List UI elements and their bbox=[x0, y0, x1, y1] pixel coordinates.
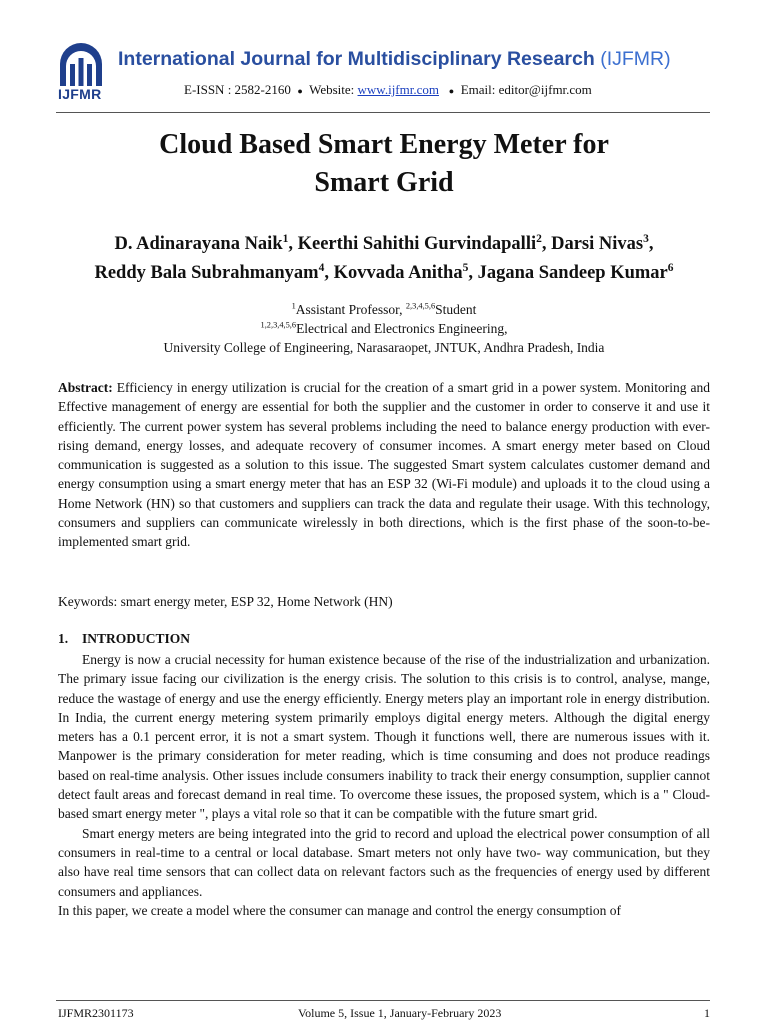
paragraph: In this paper, we create a model where the consumer can manage and control the energy consumption of bbox=[58, 902, 621, 918]
author-sup: 1 bbox=[282, 232, 289, 245]
author-sup: 4 bbox=[318, 261, 325, 274]
website-label: Website: bbox=[309, 82, 355, 97]
abstract-label: Abstract: bbox=[58, 380, 113, 395]
author-name: Kovvada Anitha bbox=[333, 263, 463, 283]
bullet-icon: ● bbox=[448, 86, 455, 96]
abstract bbox=[58, 378, 710, 552]
section-title: INTRODUCTION bbox=[82, 631, 191, 646]
journal-logo bbox=[56, 40, 106, 104]
author-line-1: D. Adinarayana Naik$^1$, Keerthi Sahithi Gurvindapalli$^2$, Darsi Nivas$^3$, bbox=[114, 232, 654, 254]
journal-title bbox=[118, 48, 718, 71]
affil-role: Assistant Professor, bbox=[295, 302, 406, 317]
author-sup: 3 bbox=[643, 232, 649, 245]
footer-paper-id: IJFMR2301173 bbox=[58, 1006, 134, 1020]
affiliation-roles bbox=[60, 300, 708, 319]
paragraph: Energy is now a crucial necessity for human existence because of the rise of the industrialization and urbanization. The primary issue facing our civilization is the energy crisis. The solution to this crisis is to control, analyse, mange, reduce the wastage of energy and use the energy efficiently. Energy meters play an important role in energy distribution. In India, the current energy metering system primarily employs digital energy meters. Although the digital energy meters has a 0.1 percent error, it is not a smart system. Though it functions well, there are numerous issues with it. Manpower is the primary consideration for meter reading, which is time consuming and does not produce readings based on real-time analysis. Other issues include consumers inability to track their energy consumption, supplier cannot detect fault areas and forecast demand in real time. To overcome these issues, the proposed system, which is a " Cloud- based smart energy meter ", plays a vital role so that it can be compatible with the future smart grid. bbox=[58, 652, 710, 822]
logo-text: IJFMR bbox=[58, 86, 102, 102]
journal-header bbox=[56, 36, 712, 110]
section-heading bbox=[58, 629, 710, 648]
journal-meta bbox=[184, 82, 592, 98]
author-sup: 2 bbox=[536, 232, 542, 245]
affiliation-university: University College of Engineering, Narasaraopet, JNTUK, Andhra Pradesh, India bbox=[163, 340, 605, 355]
journal-name: International Journal for Multidisciplinary Research bbox=[118, 48, 595, 70]
section-number: 1. bbox=[58, 631, 69, 646]
keywords: Keywords: smart energy meter, ESP 32, Home Network (HN) bbox=[58, 594, 393, 609]
affil-sup: 1,2,3,4,5,6 bbox=[260, 320, 297, 330]
footer-volume: Volume 5, Issue 1, January-February 2023 bbox=[298, 1006, 502, 1020]
bullet-icon: ● bbox=[297, 86, 303, 96]
abstract-text: Efficiency in energy utilization is crucial for the creation of a smart grid in a power system. Monitoring and Effective management of energy are essential for both the supplier and the customer in order to conserve it and use it efficiently. The current power system has several problems including the need to balance energy production with ever-rising demand, energy losses, and adequate recovery of consumer incomes. A smart energy meter based on Cloud communication is suggested as a solution to this issue. The suggested Smart system calculates customer demand and energy consumption using a smart energy meter that has an ESP 32 (Wi-Fi module) and uploads it to the cloud using a Home Network (HN) so that customers and suppliers can track the data and regulate their usage. With this technology, consumers and suppliers can communicate wirelessly in both directions, which is the first phase of the soon-to-be-implemented smart grid. bbox=[58, 380, 710, 550]
author-list bbox=[44, 230, 724, 288]
author-name: D. Adinarayana Naik bbox=[114, 234, 283, 254]
header-divider bbox=[56, 112, 710, 113]
website-link[interactable]: www.ijfmr.com bbox=[357, 82, 439, 97]
author-sup: 6 bbox=[667, 261, 674, 274]
eissn: E-ISSN : 2582-2160 bbox=[184, 82, 291, 97]
footer-divider bbox=[56, 1000, 710, 1001]
paper-title bbox=[60, 126, 708, 202]
affil-sup: 1 bbox=[291, 301, 296, 311]
journal-abbreviation: (IJFMR) bbox=[600, 48, 671, 70]
logo-emblem-icon bbox=[56, 40, 106, 88]
affil-sup: 2,3,4,5,6 bbox=[405, 301, 436, 311]
author-line-2: Reddy Bala Subrahmanyam$^4$, Kovvada Anitha$^5$, Jagana Sandeep Kumar$^6$ bbox=[94, 261, 674, 283]
affiliation-department bbox=[60, 319, 708, 338]
affiliations bbox=[60, 300, 708, 357]
author-name: Darsi Nivas bbox=[551, 234, 644, 254]
email: Email: editor@ijfmr.com bbox=[460, 82, 592, 97]
author-sup: 5 bbox=[462, 261, 469, 274]
title-line-1: Cloud Based Smart Energy Meter for bbox=[159, 129, 609, 160]
author-name: Reddy Bala Subrahmanyam bbox=[94, 263, 319, 283]
paragraph: Smart energy meters are being integrated into the grid to record and upload the electrical power consumption of all consumers in real-time to a central or local database. Smart meters not only have two- way communication, but they also have real time sensors that can collect data on relevant factors such as the frequencies of energy used by different consumers and appliances. bbox=[58, 825, 710, 899]
title-line-2: Smart Grid bbox=[314, 167, 454, 198]
author-name: Keerthi Sahithi Gurvindapalli bbox=[297, 234, 537, 254]
affil-department: Electrical and Electronics Engineering, bbox=[296, 321, 508, 336]
author-name: Jagana Sandeep Kumar bbox=[477, 263, 668, 283]
introduction-body bbox=[58, 650, 710, 920]
affil-role: Student bbox=[435, 302, 477, 317]
footer-page-number: 1 bbox=[704, 1006, 710, 1020]
